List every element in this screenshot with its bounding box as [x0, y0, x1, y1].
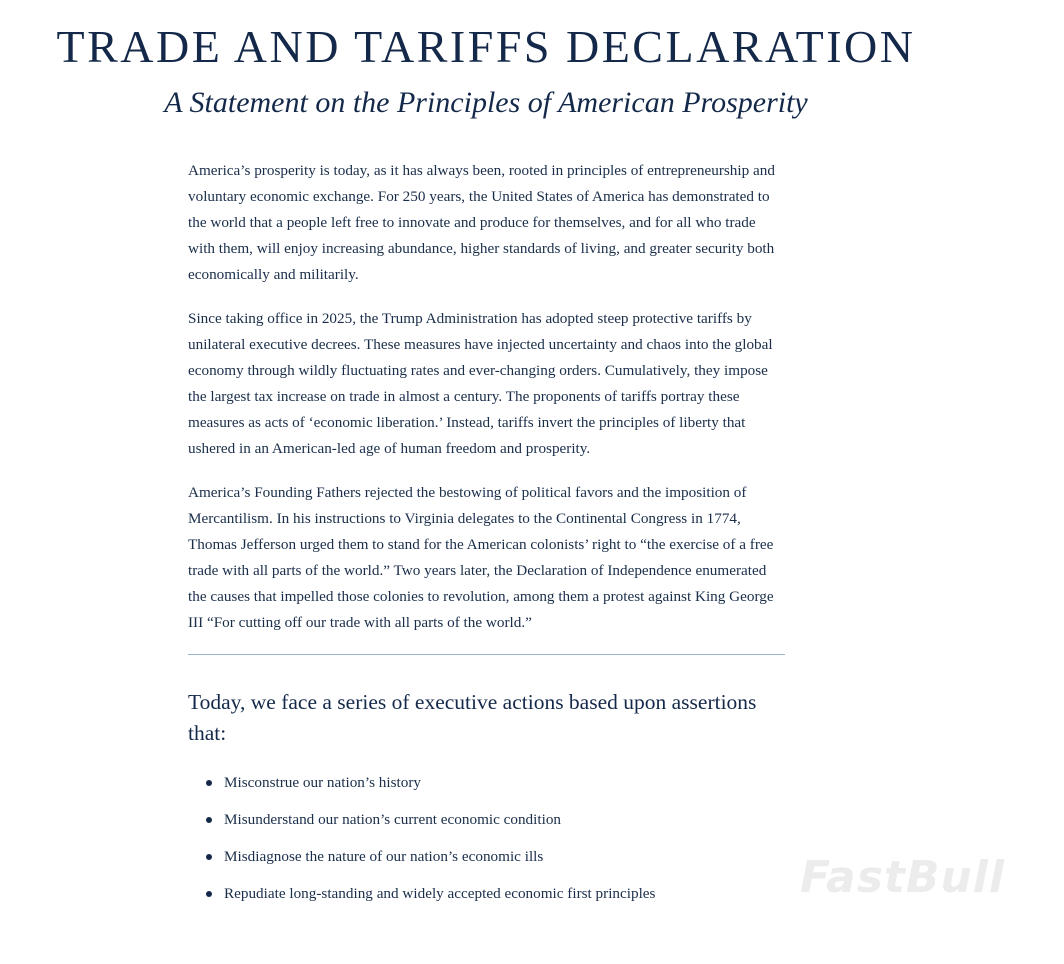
list-item — [188, 884, 786, 904]
bullet-icon — [206, 780, 212, 786]
list-item — [188, 810, 786, 830]
bullet-icon — [206, 854, 212, 860]
paragraph-1: America’s prosperity is today, as it has always been, rooted in principles of entrepreneurship and voluntary economic exchange. For 250 years, the United States of America has demonstrated to the world that a people left free to innovate and produce for themselves, and for all who trade with them, will enjoy increasing abundance, higher standards of living, and greater security both economically and militarily. — [188, 162, 775, 283]
list-item-text: Repudiate long-standing and widely accepted economic first principles — [224, 885, 656, 902]
list-item-text: Misunderstand our nation’s current economic condition — [224, 811, 562, 828]
assertions-list — [188, 773, 786, 904]
fastbull-watermark-logo: FastBull — [800, 852, 1005, 903]
bullet-icon — [206, 817, 212, 823]
list-item — [188, 847, 786, 867]
section-divider — [188, 654, 785, 655]
paragraph-2: Since taking office in 2025, the Trump Administration has adopted steep protective tariffs by unilateral executive decrees. These measures have injected uncertainty and chaos into the global economy through wildly fluctuating rates and ever-changing orders. Cumulatively, they impose the largest tax increase on trade in almost a century. The proponents of tariffs portray these measures as acts of ‘economic liberation.’ Instead, tariffs invert the principles of liberty that ushered in an American-led age of human freedom and prosperity. — [188, 310, 773, 457]
document-body — [188, 158, 786, 921]
paragraph-3: America’s Founding Fathers rejected the bestowing of political favors and the imposition of Mercantilism. In his instructions to Virginia delegates to the Continental Congress in 1774, Thomas Jefferson urged them to stand for the American colonists’ right to “the exercise of a free trade with all parts of the world.” Two years later, the Declaration of Independence enumerated the causes that impelled those colonies to revolution, among them a protest against King George III “For cutting off our trade with all parts of the world.” — [188, 484, 774, 631]
document-subtitle: A Statement on the Principles of American Prosperity — [164, 86, 808, 119]
lead-statement: Today, we face a series of executive actions based upon assertions that: — [188, 690, 757, 745]
list-item-text: Misdiagnose the nature of our nation’s economic ills — [224, 848, 544, 865]
list-item-text: Misconstrue our nation’s history — [224, 774, 421, 791]
bullet-icon — [206, 891, 212, 897]
list-item — [188, 773, 786, 793]
document-title: TRADE AND TARIFFS DECLARATION — [56, 21, 916, 72]
